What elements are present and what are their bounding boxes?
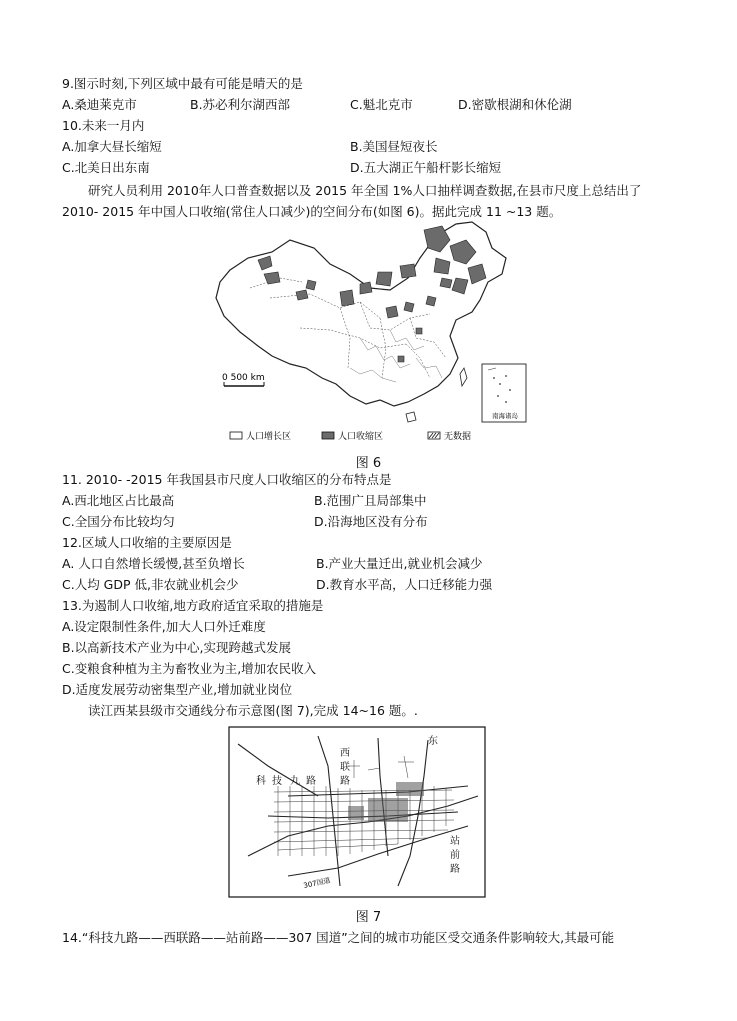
road-label-dong: 东 [428, 736, 438, 747]
q9-option-a: A.桑迪莱克市 [62, 97, 137, 112]
q12-option-c: C.人均 GDP 低,非农就业机会少 [62, 577, 239, 592]
q11-option-d: D.沿海地区没有分布 [314, 514, 428, 529]
passage-transport: 读江西某县级市交通线分布示意图(图 7),完成 14~16 题。. [88, 703, 418, 718]
legend-swatch-growth [230, 432, 242, 439]
road-label-qian: 前 [450, 850, 460, 861]
q9-option-d: D.密歇根湖和休伦湖 [458, 97, 572, 112]
road-label-ji: 技 [272, 776, 282, 787]
legend-shrink: 人口收缩区 [338, 432, 384, 442]
legend-swatch-shrink [322, 432, 334, 439]
q12-stem: 12.区域人口收缩的主要原因是 [62, 535, 232, 550]
q11-option-b: B.范围广且局部集中 [314, 493, 427, 508]
q9-stem: 9.图示时刻,下列区域中最有可能是晴天的是 [62, 76, 303, 91]
fig6-caption: 图 6 [355, 456, 382, 471]
q10-option-c: C.北美日出东南 [62, 160, 150, 175]
legend-swatch-nodata [428, 432, 440, 439]
road-label-lu1: 路 [306, 776, 316, 787]
q9-option-b: B.苏必利尔湖西部 [190, 97, 291, 112]
road-label-ke: 科 [256, 776, 266, 787]
legend-growth: 人口增长区 [246, 432, 292, 442]
passage-population: 研究人员利用 2010年人口普查数据以及 2015 年全国 1%人口抽样调查数据,在县市尺度上总结出了 2010- 2015 年中国人口收缩(常住人口减少)的空间分布(如图 6)。据此完成 11 ~13 题。 [62, 183, 642, 219]
q11-option-c: C.全国分布比较均匀 [62, 514, 175, 529]
inset-label: 南海诸岛 [492, 412, 518, 420]
road-label-307: 307国道 [302, 876, 332, 890]
q10-option-a: A.加拿大昼长缩短 [62, 139, 162, 154]
road-label-lu3: 路 [450, 864, 460, 875]
q13-stem: 13.为遏制人口收缩,地方政府适宜采取的措施是 [62, 598, 324, 613]
scale-label: 0 500 km [222, 373, 265, 383]
q10-option-b: B.美国昼短夜长 [350, 139, 438, 154]
q13-option-a: A.设定限制性条件,加大人口外迁难度 [62, 619, 266, 634]
q13-option-d: D.适度发展劳动密集型产业,增加就业岗位 [62, 682, 293, 697]
q12-option-d: D.教育水平高，人口迁移能力强 [316, 577, 493, 592]
road-label-xi: 西 [340, 748, 350, 759]
q13-option-b: B.以高新技术产业为中心,实现跨越式发展 [62, 640, 292, 655]
road-label-zhan: 站 [450, 836, 460, 847]
city-road-map [228, 726, 486, 898]
fig7-caption: 图 7 [355, 910, 382, 925]
road-label-jiu: 九 [290, 776, 300, 787]
q14-stem: 14.“科技九路——西联路——站前路——307 国道”之间的城市功能区受交通条件影响较大,其最可能 [62, 930, 615, 945]
china-population-map [210, 218, 540, 448]
q10-option-d: D.五大湖正午船杆影长缩短 [350, 160, 502, 175]
q11-option-a: A.西北地区占比最高 [62, 493, 175, 508]
road-label-lian: 联 [340, 762, 350, 773]
q11-stem: 11. 2010- -2015 年我国县市尺度人口收缩区的分布特点是 [62, 472, 392, 487]
q13-option-c: C.变粮食种植为主为畜牧业为主,增加农民收入 [62, 661, 317, 676]
q9-option-c: C.魁北克市 [350, 97, 413, 112]
q12-option-b: B.产业大量迁出,就业机会减少 [316, 556, 483, 571]
q12-option-a: A. 人口自然增长缓慢,甚至负增长 [62, 556, 245, 571]
q10-stem: 10.未来一月内 [62, 118, 145, 133]
road-label-lu2: 路 [340, 776, 350, 787]
legend-nodata: 无数据 [444, 432, 472, 442]
